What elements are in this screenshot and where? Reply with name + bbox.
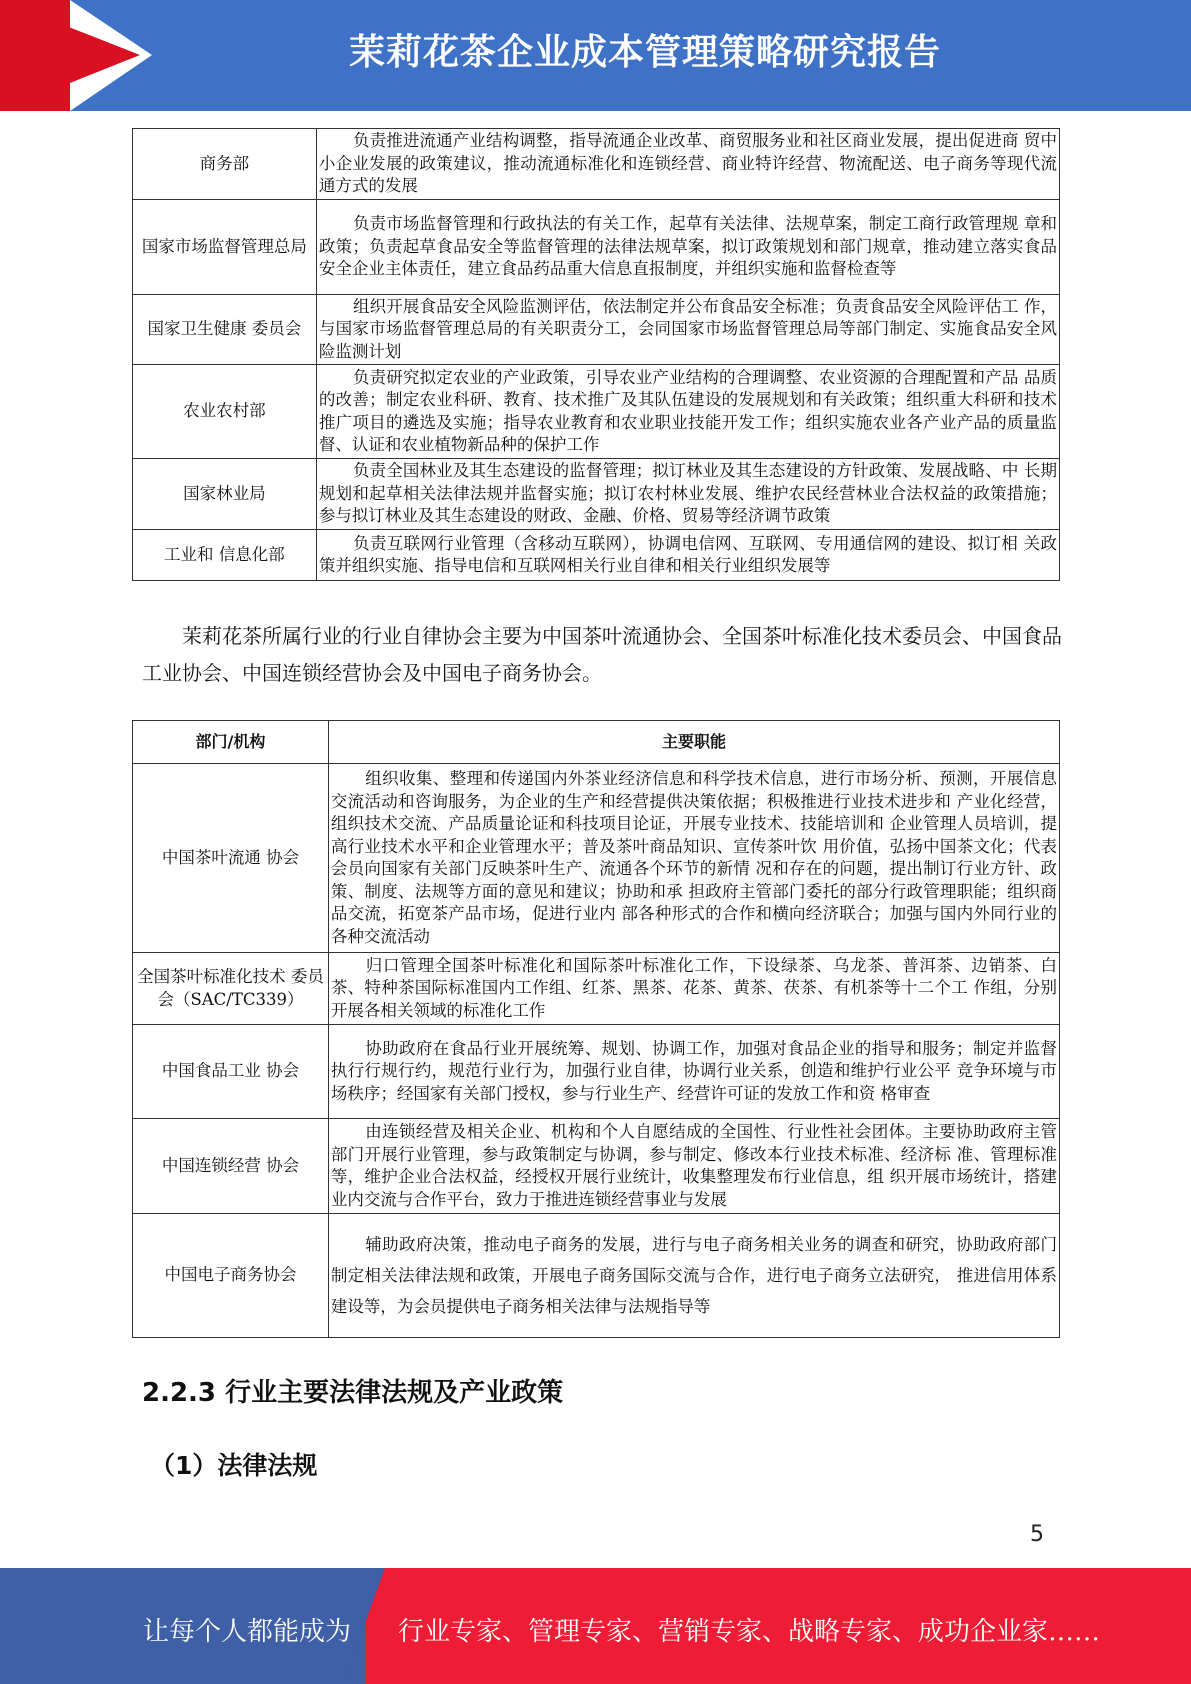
column-header-duties: 主要职能 bbox=[328, 721, 1059, 764]
report-title: 茉莉花茶企业成本管理策略研究报告 bbox=[348, 32, 941, 73]
footer-slogan-right: 行业专家、管理专家、营销专家、战略专家、成功企业家…… bbox=[398, 1617, 1101, 1647]
association-name: 中国食品工业 协会 bbox=[133, 1025, 329, 1119]
association-duties: 组织收集、整理和传递国内外茶业经济信息和科学技术信息，进行市场分析、预测，开展信息交流活动和咨询服务，为企业的生产和经营提供决策依据；积极推进行业技术进步和 产业化经营，组织技术交流、产品质量论证和科技项目论证，开展专业技术、技能培训和 企业管理人员培训，提高行业技术水平和企业管理水平；普及茶叶商品知识、宣传茶叶饮 用价值，弘扬中国茶文化；代表会员向国家有关部门反映茶叶生产、流通各个环节的新情 况和存在的问题，提出制订行业方针、政策、制度、法规等方面的意见和建议；协助和承 担政府主管部门委托的部分行政管理职能；组织商品交流，拓宽茶产品市场，促进行业内 部各种形式的合作和横向经济联合；加强与国内外同行业的各种交流活动 bbox=[328, 764, 1059, 953]
department-name: 国家市场监督管理总局 bbox=[133, 200, 317, 295]
section-heading: 2.2.3 行业主要法律法规及产业政策 bbox=[142, 1378, 564, 1408]
department-duties: 负责市场监督管理和行政执法的有关工作，起草有关法律、法规草案，制定工商行政管理规 章和政策；负责起草食品安全等监督管理的法律法规草案，拟订政策规划和部门规章，推动建立落实食品安全企业主体责任，建立食品药品重大信息直报制度，并组织实施和监督检查等 bbox=[316, 200, 1059, 295]
department-duties: 负责全国林业及其生态建设的监督管理；拟订林业及其生态建设的方针政策、发展战略、中 长期规划和起草相关法律法规并监督实施；拟订农村林业发展、维护农民经营林业合法权益的政策措施；参与拟订林业及其生态建设的财政、金融、价格、贸易等经济调节政策 bbox=[316, 459, 1059, 530]
association-name: 中国电子商务协会 bbox=[133, 1214, 329, 1338]
page-header bbox=[0, 0, 1191, 111]
footer-slogan-left: 让每个人都能成为 bbox=[143, 1617, 352, 1647]
table-row bbox=[133, 200, 1060, 295]
body-paragraph: 茉莉花茶所属行业的行业自律协会主要为中国茶叶流通协会、全国茶叶标准化技术委员会、中国食品工业协会、中国连锁经营协会及中国电子商务协会。 bbox=[142, 624, 1062, 685]
page-footer bbox=[0, 1568, 1191, 1684]
table-row bbox=[133, 953, 1060, 1025]
industry-associations-table bbox=[132, 720, 1060, 1338]
department-name: 工业和 信息化部 bbox=[133, 530, 317, 581]
department-duties: 负责互联网行业管理（含移动互联网），协调电信网、互联网、专用通信网的建设、拟订相 关政策并组织实施、指导电信和互联网相关行业自律和相关行业组织发展等 bbox=[316, 530, 1059, 581]
table-row bbox=[133, 1119, 1060, 1214]
table-header-row bbox=[133, 721, 1060, 764]
department-duties: 组织开展食品安全风险监测评估，依法制定并公布食品安全标准；负责食品安全风险评估工 作，与国家市场监督管理总局的有关职责分工，会同国家市场监督管理总局等部门制定、实施食品安全风险监测计划 bbox=[316, 295, 1059, 365]
page-number: 5 bbox=[1030, 1522, 1044, 1547]
table-row bbox=[133, 530, 1060, 581]
table-row bbox=[133, 295, 1060, 365]
table-row bbox=[133, 764, 1060, 953]
table-row bbox=[133, 129, 1060, 200]
table-row bbox=[133, 1025, 1060, 1119]
association-duties: 辅助政府决策，推动电子商务的发展，进行与电子商务相关业务的调查和研究，协助政府部门制定相关法律法规和政策，开展电子商务国际交流与合作，进行电子商务立法研究， 推进信用体系建设等，为会员提供电子商务相关法律与法规指导等 bbox=[328, 1214, 1059, 1338]
department-name: 农业农村部 bbox=[133, 365, 317, 459]
department-duties: 负责研究拟定农业的产业政策，引导农业产业结构的合理调整、农业资源的合理配置和产品 品质的改善；制定农业科研、教育、技术推广及其队伍建设的发展规划和有关政策；组织重大科研和技术推广项目的遴选及实施；指导农业教育和农业职业技能开发工作；组织实施农业各产业产品的质量监督、认证和农业植物新品种的保护工作 bbox=[316, 365, 1059, 459]
government-departments-table bbox=[132, 128, 1060, 581]
table-row bbox=[133, 365, 1060, 459]
subsection-heading: （1）法律法规 bbox=[150, 1451, 318, 1480]
association-name: 中国茶叶流通 协会 bbox=[133, 764, 329, 953]
column-header-department: 部门/机构 bbox=[133, 721, 329, 764]
table-row bbox=[133, 1214, 1060, 1338]
association-duties: 协助政府在食品行业开展统筹、规划、协调工作，加强对食品企业的指导和服务；制定并监督执行行规行约，规范行业行为，加强行业自律，协调行业关系，创造和维护行业公平 竞争环境与市场秩序；经国家有关部门授权，参与行业生产、经营许可证的发放工作和资 格审查 bbox=[328, 1025, 1059, 1119]
table-row bbox=[133, 459, 1060, 530]
department-duties: 负责推进流通产业结构调整，指导流通企业改革、商贸服务业和社区商业发展，提出促进商 贸中小企业发展的政策建议，推动流通标准化和连锁经营、商业特许经营、物流配送、电子商务等现代流通方式的发展 bbox=[316, 129, 1059, 200]
association-name: 中国连锁经营 协会 bbox=[133, 1119, 329, 1214]
association-duties: 由连锁经营及相关企业、机构和个人自愿结成的全国性、行业性社会团体。主要协助政府主管部门开展行业管理，参与政策制定与协调，参与制定、修改本行业技术标准、经济标 准、管理标准等，维护企业合法权益，经授权开展行业统计，收集整理发布行业信息，组 织开展市场统计，搭建业内交流与合作平台，致力于推进连锁经营事业与发展 bbox=[328, 1119, 1059, 1214]
header-red-chevron bbox=[0, 0, 140, 111]
association-name: 全国茶叶标准化技术 委员会（SAC/TC339） bbox=[133, 953, 329, 1025]
department-name: 国家林业局 bbox=[133, 459, 317, 530]
department-name: 国家卫生健康 委员会 bbox=[133, 295, 317, 365]
department-name: 商务部 bbox=[133, 129, 317, 200]
association-duties: 归口管理全国茶叶标准化和国际茶叶标准化工作，下设绿茶、乌龙茶、普洱茶、边销茶、白茶、特种茶国际标准国内工作组、红茶、黑茶、花茶、黄茶、茯茶、有机茶等十二个工 作组，分别开展各相关领域的标准化工作 bbox=[328, 953, 1059, 1025]
